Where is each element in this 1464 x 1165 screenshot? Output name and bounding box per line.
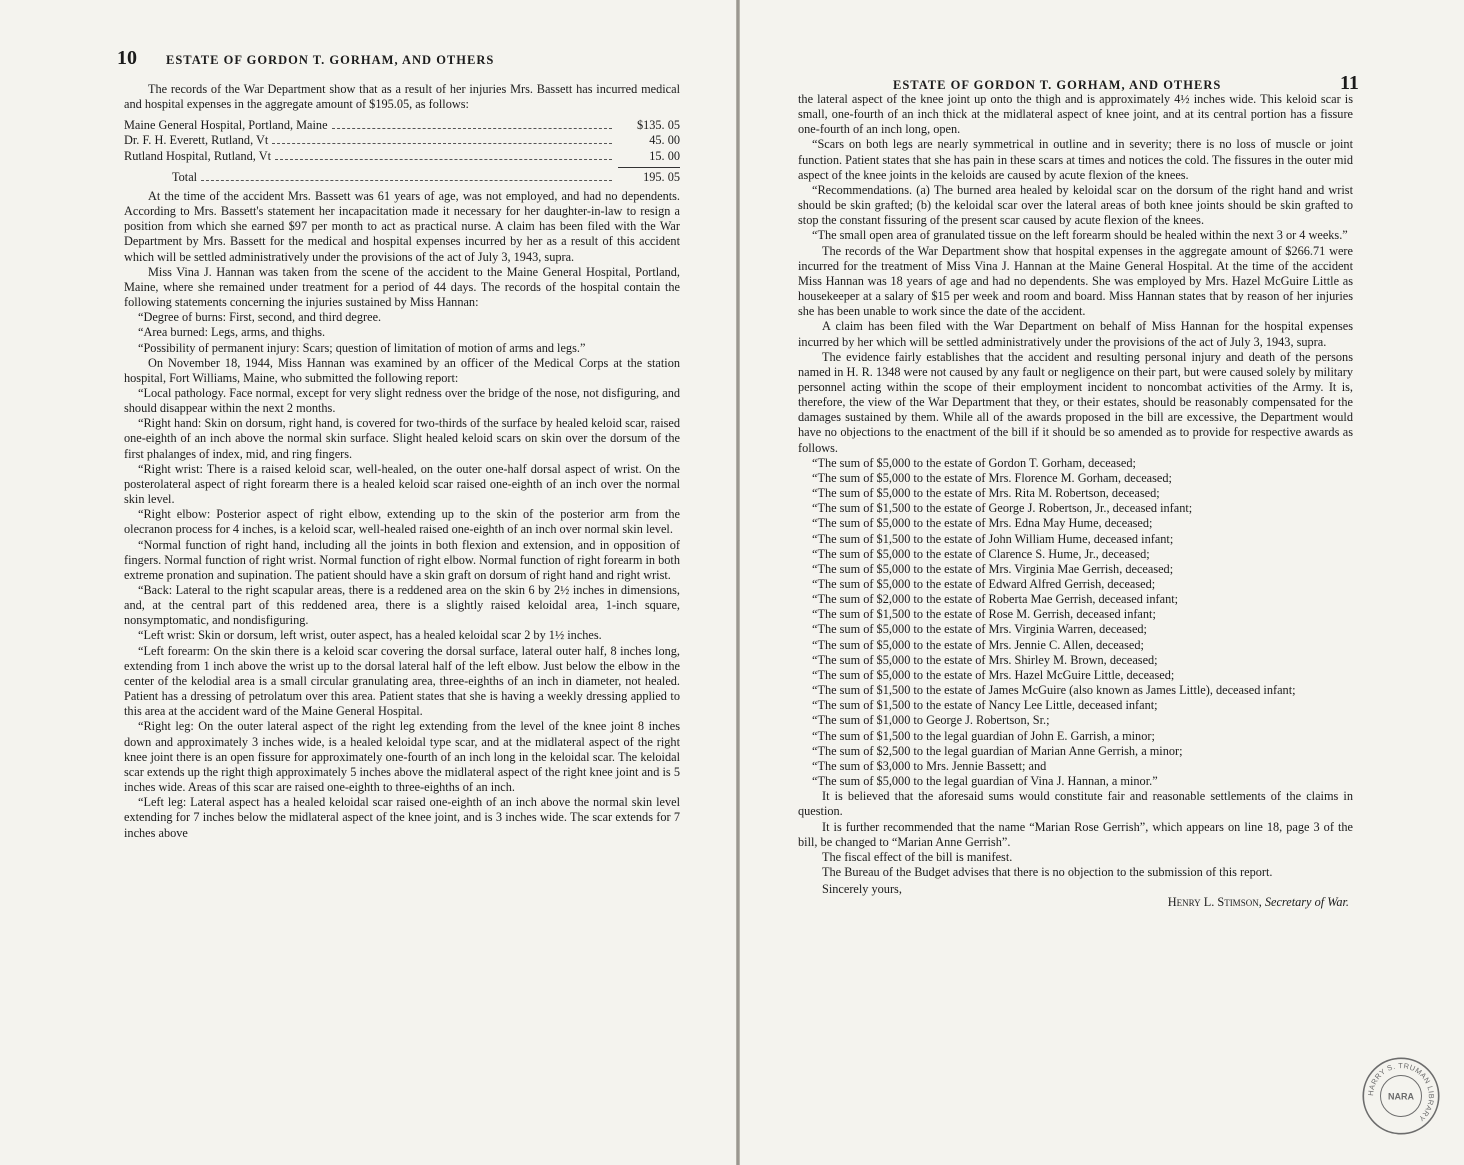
expense-label: Maine General Hospital, Portland, Maine [124,118,328,133]
paragraph: “Left leg: Lateral aspect has a healed keloidal scar raised one-eighth of an inch above the normal skin level extending for 7 inches below the midlateral aspect of the knee joint, and is 3 inches wide. The scar extends for 7 inches above [124,795,680,840]
expense-amount: 15. 00 [649,148,680,163]
award-item: “The sum of $5,000 to the legal guardian of Vina J. Hannan, a minor.” [812,774,1158,789]
running-title-left: ESTATE OF GORDON T. GORHAM, AND OTHERS [166,53,495,67]
award-item: “The sum of $5,000 to the estate of Mrs. Virginia Warren, deceased; [812,622,1147,637]
paragraph: “Right elbow: Posterior aspect of right elbow, extending up to the skin of the posterior arm from the olecranon process for 4 inches, is a keloid scar, well-healed raised one-eighth of an inch over normal skin level. [124,507,680,537]
award-item: “The sum of $2,500 to the legal guardian of Marian Anne Gerrish, a minor; [812,743,1183,758]
expense-amount: $135. 05 [636,118,680,133]
award-item: “The sum of $1,500 to the estate of John William Hume, deceased infant; [812,531,1174,546]
expense-row [124,118,680,133]
expense-row [124,133,680,148]
salutation: Sincerely yours, [822,882,902,897]
right-page [740,0,1464,1165]
awards-list [798,456,1353,789]
paragraph: “Area burned: Legs, arms, and thighs. [138,325,326,340]
expense-table [124,118,680,163]
paragraph: The evidence fairly establishes that the accident and resulting personal injury and death of the persons named in H. R. 1348 were not caused by any fault or negligence on their part, but were caused solely by military personnel acting within the scope of their employment incident to noncombat activities of the Army. It is, therefore, the view of the War Department that they, or their estates, should be reasonably compensated for the damages sustained by them. While all of the awards proposed in the bill are excessive, the Department would have no objections to the enactment of the bill if it should be so amended as to provide for respective awards as follows. [798,349,1353,455]
award-item: “The sum of $5,000 to the estate of Mrs. Hazel McGuire Little, deceased; [812,667,1175,682]
expense-label: Dr. F. H. Everett, Rutland, Vt [124,133,269,148]
award-item: “The sum of $5,000 to the estate of Edward Alfred Gerrish, deceased; [812,577,1156,591]
paragraph: “Left wrist: Skin or dorsum, left wrist, outer aspect, has a healed keloidal scar 2 by 1½ inches. [138,628,602,643]
right-column [798,92,1353,910]
award-item: “The sum of $1,500 to the estate of James McGuire (also known as James Little), deceased infant; [812,683,1296,698]
paragraph: The records of the War Department show that hospital expenses in the aggregate amount of $266.71 were incurred for the treatment of Miss Vina J. Hannan at the Maine General Hospital. At the time of the accident Miss Hannan was 18 years of age and had no dependents. She was employed by Mrs. Hazel McGuire Little as housekeeper at a salary of $15 per week and room and board. Miss Hannan states that by reason of her injuries she has been unable to work since the date of the accident. [798,243,1353,319]
award-item: “The sum of $1,500 to the estate of Rose M. Gerrish, deceased infant; [812,607,1156,622]
closing-body [798,789,1353,880]
award-item: “The sum of $5,000 to the estate of Clarence S. Hume, Jr., deceased; [812,546,1150,561]
leader-dots [272,143,612,144]
signature-name: Henry L. Stimson, [1167,895,1262,910]
leader-dots [275,159,612,160]
paragraph: “Possibility of permanent injury: Scars; question of limitation of motion of arms and legs.” [138,340,586,355]
paragraph: “Right leg: On the outer lateral aspect of the right leg extending from the level of the knee joint 8 inches down and approximately 3 inches wide, is a healed keloidal type scar, and at the midlateral aspect of the right knee joint there is an open fissure for approximately one-fourth of an inch long in the keloidal scar. The keloidal scar extends up the right thigh approximately 5 inches above the midlateral aspect of the right knee joint and is 5 inches wide. Areas of this scar are raised one-eighth to three-eighths of an inch. [124,719,680,795]
expense-amount: 45. 00 [649,133,680,148]
paragraph: At the time of the accident Mrs. Bassett was 61 years of age, was not employed, and had no dependents. According to Mrs. Bassett's statement her incapacitation made it necessary for her daughter-in-law to resign a position from which she earned $97 per month to act as practical nurse. A claim has been filed with the War Department by Mrs. Bassett for the medical and hospital expenses incurred by her as a result of this accident which will be settled administratively under the provisions of the act of July 3, 1943, supra. [124,188,680,264]
paragraph: The Bureau of the Budget advises that there is no objection to the submission of this report. [822,864,1273,879]
award-item: “The sum of $5,000 to the estate of Mrs. Florence M. Gorham, deceased; [812,470,1172,485]
paragraph: It is further recommended that the name “Marian Rose Gerrish”, which appears on line 18, page 3 of the bill, be changed to “Marian Anne Gerrish”. [798,819,1353,849]
paragraph: “Local pathology. Face normal, except for very slight redness over the bridge of the nose, not disfiguring, and should disappear within the next 2 months. [124,385,680,416]
paragraph: The records of the War Department show that as a result of her injuries Mrs. Bassett has incurred medical and hospital expenses in the aggregate amount of $195.05, as follows: [124,82,680,112]
award-item: “The sum of $1,500 to the estate of Nancy Lee Little, deceased infant; [812,698,1158,713]
page-number-left: 10 [117,47,137,69]
award-item: “The sum of $3,000 to Mrs. Jennie Bassett; and [812,758,1047,773]
expense-total-amount: 195. 05 [643,169,680,184]
paragraph: “Scars on both legs are nearly symmetrical in outline and in severity; there is no loss of muscle or joint function. Patient states that she has pain in these scars at times and notices the cold. The fissures in the outer mid aspect of the knee joints in the keloids are caused by acute flexion of the knees. [798,137,1353,182]
award-item: “The sum of $5,000 to the estate of Mrs. Shirley M. Brown, deceased; [812,652,1158,667]
leader-dots [201,180,612,181]
signature-block [798,895,1353,910]
paragraph: On November 18, 1944, Miss Hannan was examined by an officer of the Medical Corps at the station hospital, Fort Williams, Maine, who submitted the following report: [124,355,680,385]
paragraph: “Back: Lateral to the right scapular areas, there is a reddened area on the skin 6 by 2½ inches in dimensions, and, at the central part of this reddened area, there is a slightly raised keloidal area, 1-inch square, nonsymptomatic, and nondisfiguring. [124,583,680,628]
award-item: “The sum of $5,000 to the estate of Mrs. Jennie C. Allen, deceased; [812,637,1144,652]
paragraph: A claim has been filed with the War Department on behalf of Miss Hannan for the hospital expenses incurred by her which will be settled administratively under the provisions of the act of July 3, 1943, supra. [798,319,1353,349]
award-item: “The sum of $5,000 to the estate of Mrs. Rita M. Robertson, deceased; [812,486,1160,501]
left-column [124,82,680,841]
paragraph: “Normal function of right hand, including all the joints in both flexion and extension, and in opposition of fingers. Normal function of right wrist. Normal function of right elbow. Normal function of right forearm in both extreme pronation and supination. The patient should have a skin graft on dorsum of right hand and right wrist. [124,537,680,582]
award-item: “The sum of $1,500 to the legal guardian of John E. Garrish, a minor; [812,728,1155,743]
paragraph: the lateral aspect of the knee joint up onto the thigh and is approximately 4½ inches wide. This keloid scar is small, one-fourth of an inch thick at the midlateral aspect of knee joint, and at its central portion has a fissure one-fourth of an inch long, open. [798,92,1353,137]
award-item: “The sum of $1,500 to the estate of George J. Robertson, Jr., deceased infant; [812,501,1193,516]
paragraph: “Right wrist: There is a raised keloid scar, well-healed, on the outer one-half dorsal aspect of wrist. On the posterolateral aspect of right forearm there is a healed keloid scar raised one-eighth of an inch over the normal skin level. [124,461,680,507]
paragraph: “Left forearm: On the skin there is a keloid scar covering the dorsal surface, lateral outer half, 8 inches long, extending from 1 inch above the wrist up to the dorsal lateral half of the left elbow. Just below the elbow in the center of the kelodial area is a small circular granulating area, three-eighths of an inch in diameter, not healed. Patient has a dressing of petrolatum over this area. Patient states that she is having a weekly dressing applied to this area at the accident ward of the Maine General Hospital. [124,643,680,719]
expense-row [124,149,680,164]
paragraph: “Recommendations. (a) The burned area healed by keloidal scar on the dorsum of the right hand and wrist should be skin grafted; (b) the keloidal scar over the lateral areas of both knee joints should be skin grafted to stop the constant fissuring of the present scar caused by acute flexion of the knees. [798,182,1353,228]
running-title-right: ESTATE OF GORDON T. GORHAM, AND OTHERS [893,78,1222,92]
stamp-arc-text: HARRY S. TRUMAN LIBRARY [1366,1061,1436,1124]
paragraph: “Right hand: Skin on dorsum, right hand, is covered for two-thirds of the surface by healed keloid scar, raised one-eighth of an inch above the normal skin surface. Slight healed keloid scars on skin over the dorsum of the first phalanges of index, mid, and ring fingers. [124,416,680,461]
expense-total-label: Total [172,169,198,184]
award-item: “The sum of $5,000 to the estate of Mrs. Edna May Hume, deceased; [812,516,1153,531]
page-number-right: 11 [1340,72,1359,94]
stamp-center-text: NARA [1388,1091,1414,1102]
left-body [124,189,680,841]
paragraph: “The small open area of granulated tissue on the left forearm should be healed within the next 3 or 4 weeks.” [812,228,1348,243]
award-item: “The sum of $2,000 to the estate of Roberta Mae Gerrish, deceased infant; [812,592,1179,607]
award-item: “The sum of $5,000 to the estate of Mrs. Virginia Mae Gerrish, deceased; [812,561,1174,576]
paragraph: It is believed that the aforesaid sums would constitute fair and reasonable settlements of the claims in question. [798,789,1353,819]
right-body [798,92,1353,456]
paragraph: “Degree of burns: First, second, and third degree. [138,310,382,325]
award-item: “The sum of $5,000 to the estate of Gordon T. Gorham, deceased; [812,455,1136,470]
signature-title: Secretary of War. [1264,895,1349,910]
leader-dots [332,128,612,129]
paragraph: Miss Vina J. Hannan was taken from the scene of the accident to the Maine General Hospital, Portland, Maine, where she remained under treatment for a period of 44 days. The records of the hospital contain the following statements concerning the injuries sustained by Miss Hannan: [124,264,680,310]
library-stamp-icon [1360,1055,1442,1137]
paragraph: The fiscal effect of the bill is manifest. [822,849,1013,864]
total-rule [618,167,680,168]
expense-label: Rutland Hospital, Rutland, Vt [124,148,271,163]
award-item: “The sum of $1,000 to George J. Robertson, Sr.; [812,713,1050,728]
expense-total-row [124,170,680,185]
